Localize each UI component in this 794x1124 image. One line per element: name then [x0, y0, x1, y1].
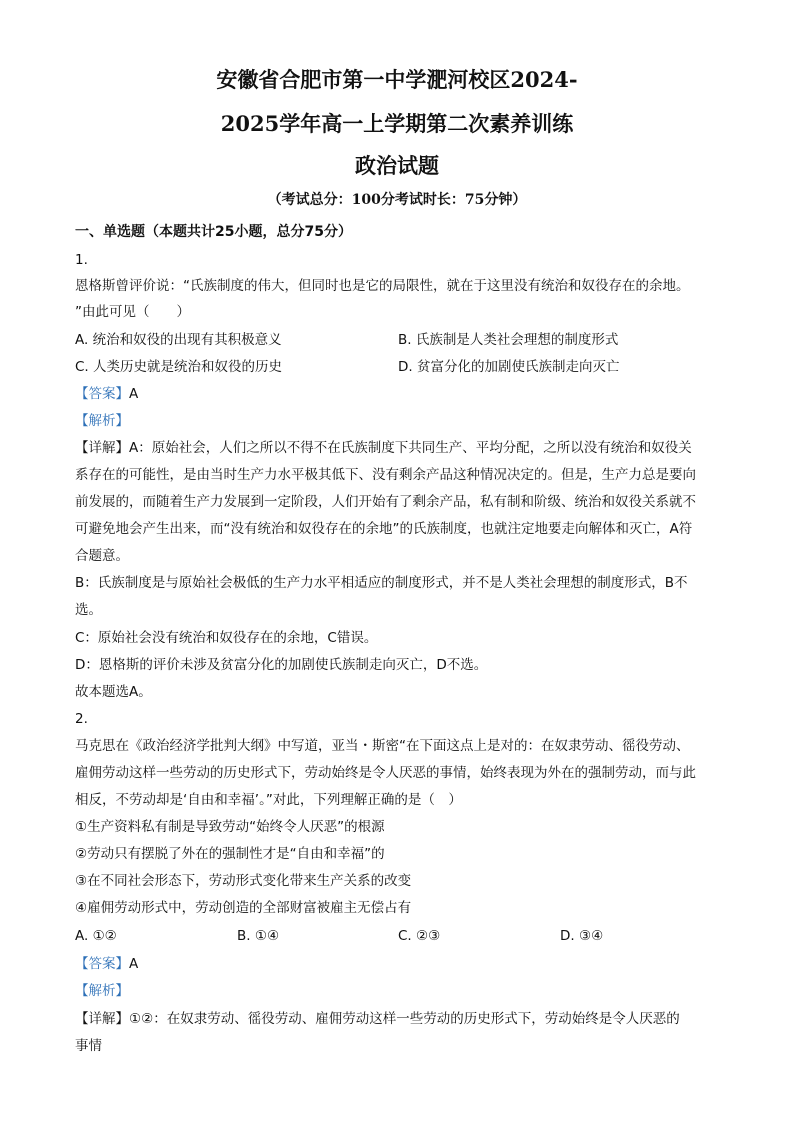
q1-analysis-label	[75, 411, 725, 431]
q2-option-b: B. ①④	[237, 928, 280, 944]
q2-answer	[75, 954, 725, 974]
analysis-label: 【解析】	[75, 983, 129, 999]
q1-answer	[75, 384, 725, 404]
q1-conclusion: 故本题选A。	[75, 684, 152, 700]
exam-info: （考试总分：100分考试时长：75分钟）	[267, 192, 527, 208]
detail-label: 【详解】	[75, 440, 129, 456]
q1-detail-line-5: 合题意。	[75, 548, 129, 564]
q2-stem-line-1: 马克思在《政治经济学批判大纲》中写道，亚当・斯密“在下面这点上是对的：在奴隶劳动、徭役劳动、	[75, 738, 690, 754]
q1-detail-line-3: 前发展的，而随着生产力发展到一定阶段，人们开始有了剩余产品，私有制和阶级、统治和奴役关系就不	[75, 494, 696, 510]
q2-item-2: ②劳动只有摆脱了外在的强制性才是“自由和幸福”的	[75, 846, 385, 862]
q2-detail-line-1	[75, 1009, 725, 1029]
q2-stem-line-2: 雇佣劳动这样一些劳动的历史形式下，劳动始终是令人厌恶的事情，始终表现为外在的强制劳动，而与此	[75, 765, 696, 781]
detail-label: 【详解】	[75, 1011, 129, 1027]
detail-text: A：原始社会，人们之所以不得不在氏族制度下共同生产、平均分配，之所以没有统治和奴役关	[129, 440, 692, 456]
title-line-2: 2025学年高一上学期第二次素养训练	[220, 111, 574, 136]
answer-value: A	[129, 956, 139, 972]
q2-detail-line-2: 事情	[75, 1038, 102, 1054]
q2-analysis-label	[75, 981, 725, 1001]
q1-option-a: A. 统治和奴役的出现有其积极意义	[75, 332, 282, 348]
q1-option-d: D. 贫富分化的加剧使氏族制走向灭亡	[398, 359, 620, 375]
q1-stem-line-2: ”由此可见（ ）	[75, 304, 190, 320]
q1-b-line-2: 选。	[75, 602, 102, 618]
q2-option-a: A. ①②	[75, 928, 117, 944]
q2-number: 2.	[75, 711, 88, 727]
q2-option-c: C. ②③	[398, 928, 441, 944]
q2-option-d: D. ③④	[560, 928, 604, 944]
q1-b-line-1: B：氏族制度是与原始社会极低的生产力水平相适应的制度形式，并不是人类社会理想的制度形式，B不	[75, 575, 688, 591]
q1-stem-line-1: 恩格斯曾评价说：“氏族制度的伟大，但同时也是它的局限性，就在于这里没有统治和奴役存在的余地。	[75, 278, 690, 294]
section-heading: 一、单选题（本题共计25小题，总分75分）	[75, 224, 352, 240]
title-line-1: 安徽省合肥市第一中学淝河校区2024-	[216, 67, 578, 92]
title-line-3: 政治试题	[355, 153, 439, 178]
answer-label: 【答案】	[75, 956, 129, 972]
q1-number: 1.	[75, 252, 88, 268]
answer-label: 【答案】	[75, 386, 129, 402]
q2-stem-line-3: 相反，不劳动却是‘自由和幸福’。”对此，下列理解正确的是（ ）	[75, 792, 462, 808]
analysis-label: 【解析】	[75, 413, 129, 429]
q1-detail-line-2: 系存在的可能性，是由当时生产力水平极其低下、没有剩余产品这种情况决定的。但是，生产力总是要向	[75, 467, 696, 483]
q1-c-analysis: C：原始社会没有统治和奴役存在的余地，C错误。	[75, 630, 378, 646]
q1-detail-line-4: 可避免地会产生出来，而“没有统治和奴役存在的余地”的氏族制度，也就注定地要走向解体和灭亡，A符	[75, 521, 693, 537]
detail-text: ①②：在奴隶劳动、徭役劳动、雇佣劳动这样一些劳动的历史形式下，劳动始终是令人厌恶的	[129, 1011, 680, 1027]
q1-d-analysis: D：恩格斯的评价未涉及贫富分化的加剧使氏族制走向灭亡，D不选。	[75, 657, 488, 673]
q1-detail-line-1	[75, 438, 725, 458]
q2-item-1: ①生产资料私有制是导致劳动“始终令人厌恶”的根源	[75, 819, 385, 835]
q1-option-c: C. 人类历史就是统治和奴役的历史	[75, 359, 283, 375]
q1-option-b: B. 氏族制是人类社会理想的制度形式	[398, 332, 619, 348]
q2-item-4: ④雇佣劳动形式中，劳动创造的全部财富被雇主无偿占有	[75, 900, 412, 916]
answer-value: A	[129, 386, 139, 402]
q2-item-3: ③在不同社会形态下，劳动形式变化带来生产关系的改变	[75, 873, 412, 889]
